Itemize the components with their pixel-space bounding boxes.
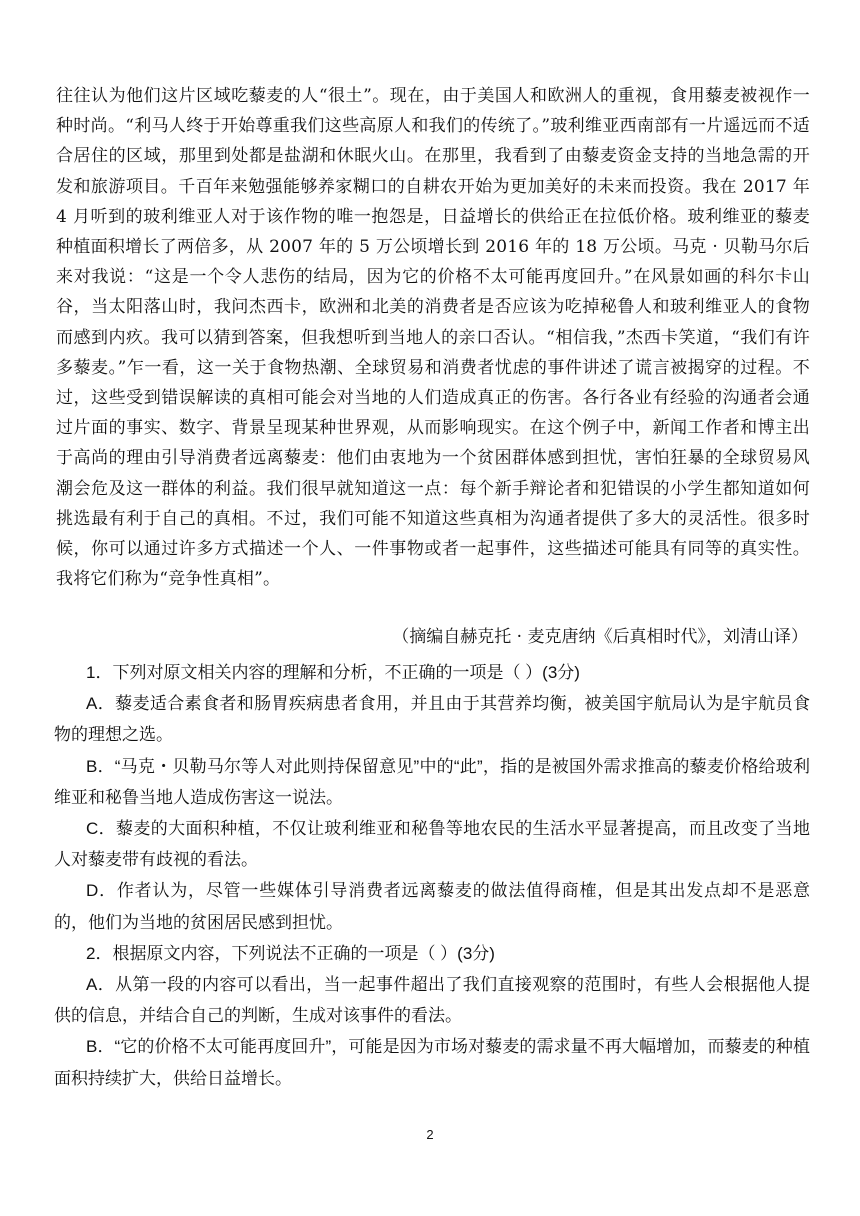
passage-paragraph: 往往认为他们这片区域吃藜麦的人“很土”。现在，由于美国人和欧洲人的重视，食用藜麦被视作一种时尚。“利马人终于开始尊重我们这些高原人和我们的传统了。”玻利维亚西南部有一片遥远而不适合居住的区域，那里到处都是盐湖和休眠火山。在那里，我看到了由藜麦资金支持的当地急需的开发和旅游项目。千百年来勉强能够养家糊口的自耕农开始为更加美好的未来而投资。我在 2017 年 4 月听到的玻利维亚人对于该作物的唯一抱怨是，日益增长的供给正在拉低价格。玻利维亚的藜麦种植面积增长了两倍多，从 2007 年的 5 万公顷增长到 2016 年的 18 万公顷。马克 · 贝勒马尔后来对我说：“这是一个令人悲伤的结局，因为它的价格不太可能再度回升。”在风景如画的科尔卡山谷，当太阳落山时，我问杰西卡，欧洲和北美的消费者是否应该为吃掉秘鲁人和玻利维亚人的食物而感到内疚。我可以猜到答案，但我想听到当地人的亲口否认。“相信我，”杰西卡笑道，“我们有许多藜麦。”乍一看，这一关于食物热潮、全球贸易和消费者忧虑的事件讲述了谎言被揭穿的过程。不过，这些受到错误解读的真相可能会对当地的人们造成真正的伤害。各行各业有经验的沟通者会通过片面的事实、数字、背景呈现某种世界观，从而影响现实。在这个例子中，新闻工作者和博主出于高尚的理由引导消费者远离藜麦：他们由衷地为一个贫困群体感到担忧，害怕狂暴的全球贸易风潮会危及这一群体的利益。我们很早就知道这一点：每个新手辩论者和犯错误的小学生都知道如何挑选最有利于自己的真相。不过，我们可能不知道这些真相为沟通者提供了多大的灵活性。很多时候，你可以通过许多方式描述一个人、一件事物或者一起事件，这些描述可能具有同等的真实性。我将它们称为“竞争性真相”。	[56, 86, 810, 590]
page-number: 2	[426, 1127, 434, 1142]
question-1-option-a: A．藜麦适合素食者和肠胃疾病患者食用，并且由于其营养均衡，被美国宇航局认为是宇航员食物的理想之选。	[54, 694, 810, 745]
passage-source: （摘编自赫克托 · 麦克唐纳《后真相时代》，刘清山译）	[392, 627, 808, 647]
question-1-option-c: C．藜麦的大面积种植，不仅让玻利维亚和秘鲁等地农民的生活水平显著提高，而且改变了当地人对藜麦带有歧视的看法。	[54, 819, 810, 870]
question-1-stem: 1．下列对原文相关内容的理解和分析，不正确的一项是（ ）(3分)	[86, 663, 580, 682]
question-2-option-a: A．从第一段的内容可以看出，当一起事件超出了我们直接观察的范围时，有些人会根据他人提供的信息，并结合自己的判断，生成对该事件的看法。	[54, 975, 810, 1026]
question-1-option-d: D．作者认为，尽管一些媒体引导消费者远离藜麦的做法值得商榷，但是其出发点却不是恶意的，他们为当地的贫困居民感到担忧。	[54, 881, 810, 932]
question-2-option-b: B．“它的价格不太可能再度回升”，可能是因为市场对藜麦的需求量不再大幅增加，而藜麦的种植面积持续扩大，供给日益增长。	[54, 1037, 810, 1088]
question-1-option-b: B．“马克・贝勒马尔等人对此则持保留意见”中的“此”，指的是被国外需求推高的藜麦价格给玻利维亚和秘鲁当地人造成伤害这一说法。	[54, 756, 810, 807]
passage-text	[56, 81, 810, 594]
question-section	[54, 657, 810, 1094]
question-2-stem: 2．根据原文内容，下列说法不正确的一项是（ ）(3分)	[86, 943, 495, 963]
